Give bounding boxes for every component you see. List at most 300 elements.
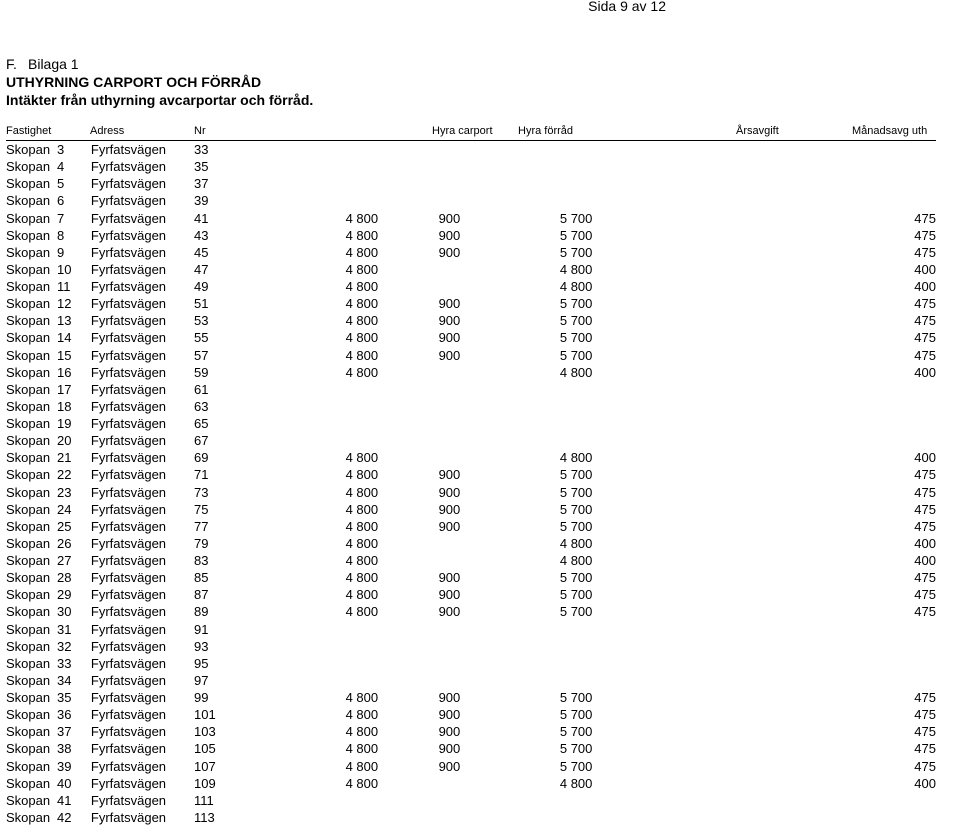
table-row xyxy=(6,449,946,466)
fastighet-name: Skopan xyxy=(6,724,51,740)
cell-nr: 93 xyxy=(193,638,209,654)
cell-hyra-carport xyxy=(346,158,439,175)
fastighet-number: 6 xyxy=(57,193,65,209)
cell-nr: 109 xyxy=(193,775,216,791)
cell-adress: Fyrfatsvägen xyxy=(90,364,167,380)
cell-fastighet xyxy=(6,672,91,689)
cell-manadsavg: 475 xyxy=(914,210,936,226)
cell-hyra-forrad: 900 xyxy=(438,244,461,260)
cell-manadsavg: 475 xyxy=(914,518,936,534)
cell-hyra-carport xyxy=(346,415,439,432)
cell-fastighet xyxy=(6,192,91,209)
cell-hyra-forrad xyxy=(439,415,560,432)
cell-nr: 101 xyxy=(193,707,216,723)
cell-hyra-carport: 4 800 xyxy=(345,484,379,500)
fastighet-name: Skopan xyxy=(6,535,51,551)
cell-fastighet xyxy=(6,244,91,261)
cell-hyra-forrad xyxy=(439,432,560,449)
fastighet-name: Skopan xyxy=(6,364,51,380)
fastighet-name: Skopan xyxy=(6,775,51,791)
cell-fastighet xyxy=(6,569,91,586)
cell-hyra-carport: 4 800 xyxy=(345,279,379,295)
cell-hyra-forrad: 900 xyxy=(438,587,461,603)
cell-manadsavg xyxy=(703,415,946,432)
cell-adress: Fyrfatsvägen xyxy=(90,261,167,277)
cell-hyra-carport: 4 800 xyxy=(345,535,379,551)
cell-arsavgift: 5 700 xyxy=(559,484,593,500)
cell-adress: Fyrfatsvägen xyxy=(90,398,167,414)
table-row xyxy=(6,192,946,209)
cell-adress: Fyrfatsvägen xyxy=(90,535,167,551)
cell-hyra-forrad: 900 xyxy=(438,741,461,757)
fastighet-name: Skopan xyxy=(6,518,51,534)
cell-hyra-forrad xyxy=(439,364,560,381)
cell-hyra-carport: 4 800 xyxy=(345,604,379,620)
fastighet-number: 8 xyxy=(57,227,65,243)
cell-nr: 91 xyxy=(193,621,209,637)
cell-nr: 107 xyxy=(193,758,216,774)
cell-hyra-carport: 4 800 xyxy=(345,570,379,586)
fastighet-name: Skopan xyxy=(6,398,51,414)
cell-arsavgift xyxy=(560,398,704,415)
document-subtitle: Intäkter från uthyrning avcarportar och förråd. xyxy=(6,92,314,108)
cell-arsavgift xyxy=(560,175,704,192)
cell-fastighet xyxy=(6,175,91,192)
cell-nr: 69 xyxy=(193,450,209,466)
cell-arsavgift xyxy=(560,141,704,158)
cell-fastighet xyxy=(6,603,91,620)
cell-hyra-carport: 4 800 xyxy=(345,724,379,740)
table-row xyxy=(6,278,946,295)
fastighet-name: Skopan xyxy=(6,313,51,329)
cell-nr: 83 xyxy=(193,553,209,569)
fastighet-number: 24 xyxy=(57,501,72,517)
table-row xyxy=(6,329,946,346)
cell-fastighet xyxy=(6,364,91,381)
cell-fastighet xyxy=(6,689,91,706)
cell-arsavgift xyxy=(560,809,704,826)
cell-hyra-forrad xyxy=(439,792,560,809)
cell-fastighet xyxy=(6,723,91,740)
cell-adress: Fyrfatsvägen xyxy=(90,775,167,791)
fastighet-number: 22 xyxy=(57,467,72,483)
fastighet-name: Skopan xyxy=(6,347,51,363)
cell-adress: Fyrfatsvägen xyxy=(90,553,167,569)
cell-arsavgift: 5 700 xyxy=(559,467,593,483)
fastighet-number: 3 xyxy=(57,142,65,158)
cell-hyra-carport: 4 800 xyxy=(345,501,379,517)
table-row xyxy=(6,398,946,415)
fastighet-number: 21 xyxy=(57,450,72,466)
fastighet-name: Skopan xyxy=(6,655,51,671)
cell-adress: Fyrfatsvägen xyxy=(90,604,167,620)
cell-hyra-carport: 4 800 xyxy=(345,244,379,260)
cell-hyra-carport: 4 800 xyxy=(345,296,379,312)
cell-arsavgift: 5 700 xyxy=(559,296,593,312)
cell-adress: Fyrfatsvägen xyxy=(90,279,167,295)
cell-hyra-carport: 4 800 xyxy=(345,690,379,706)
cell-hyra-carport xyxy=(346,672,439,689)
cell-nr: 99 xyxy=(193,690,209,706)
cell-fastighet xyxy=(6,740,91,757)
cell-manadsavg: 475 xyxy=(914,758,936,774)
cell-adress: Fyrfatsvägen xyxy=(90,809,167,825)
table-row xyxy=(6,638,946,655)
fastighet-number: 14 xyxy=(57,330,72,346)
fastighet-name: Skopan xyxy=(6,638,51,654)
cell-hyra-carport: 4 800 xyxy=(345,313,379,329)
fastighet-name: Skopan xyxy=(6,176,51,192)
cell-hyra-forrad xyxy=(439,381,560,398)
fastighet-number: 41 xyxy=(57,792,72,808)
cell-arsavgift: 5 700 xyxy=(559,690,593,706)
cell-nr: 113 xyxy=(193,809,215,825)
cell-nr: 85 xyxy=(193,570,209,586)
cell-arsavgift: 4 800 xyxy=(559,450,593,466)
cell-adress: Fyrfatsvägen xyxy=(90,570,167,586)
fastighet-number: 42 xyxy=(57,809,72,825)
fastighet-number: 30 xyxy=(57,604,72,620)
cell-nr: 45 xyxy=(193,244,209,260)
cell-manadsavg xyxy=(703,398,946,415)
fastighet-number: 39 xyxy=(57,758,72,774)
cell-adress: Fyrfatsvägen xyxy=(90,433,167,449)
col-header-hyra-forrad: Hyra förråd xyxy=(518,125,574,137)
cell-hyra-forrad xyxy=(439,638,560,655)
cell-arsavgift: 4 800 xyxy=(559,261,593,277)
cell-hyra-forrad xyxy=(439,552,560,569)
cell-hyra-forrad xyxy=(439,141,560,158)
cell-adress: Fyrfatsvägen xyxy=(90,724,167,740)
cell-hyra-carport xyxy=(346,175,439,192)
cell-hyra-carport: 4 800 xyxy=(345,775,379,791)
fastighet-name: Skopan xyxy=(6,467,51,483)
fastighet-number: 10 xyxy=(57,261,72,277)
cell-hyra-forrad xyxy=(439,398,560,415)
cell-hyra-carport: 4 800 xyxy=(345,587,379,603)
cell-hyra-forrad xyxy=(439,775,560,792)
fastighet-number: 33 xyxy=(57,655,72,671)
cell-adress: Fyrfatsvägen xyxy=(90,741,167,757)
cell-manadsavg xyxy=(703,192,946,209)
cell-manadsavg xyxy=(703,381,946,398)
cell-fastighet xyxy=(6,638,91,655)
cell-arsavgift: 5 700 xyxy=(559,741,593,757)
table-row xyxy=(6,569,946,586)
fastighet-number: 20 xyxy=(57,433,72,449)
table-row xyxy=(6,175,946,192)
table-row xyxy=(6,158,946,175)
section-label: F. xyxy=(6,56,17,72)
cell-arsavgift: 5 700 xyxy=(559,330,593,346)
table-row xyxy=(6,586,946,603)
fastighet-number: 18 xyxy=(57,398,72,414)
cell-arsavgift xyxy=(560,381,704,398)
cell-arsavgift: 5 700 xyxy=(559,518,593,534)
cell-manadsavg: 475 xyxy=(914,467,936,483)
cell-manadsavg: 400 xyxy=(914,553,936,569)
cell-adress: Fyrfatsvägen xyxy=(90,330,167,346)
cell-adress: Fyrfatsvägen xyxy=(90,501,167,517)
cell-nr: 55 xyxy=(193,330,209,346)
cell-arsavgift xyxy=(560,621,704,638)
cell-manadsavg: 400 xyxy=(914,535,936,551)
cell-adress: Fyrfatsvägen xyxy=(90,655,167,671)
cell-manadsavg: 475 xyxy=(914,690,936,706)
cell-hyra-carport: 4 800 xyxy=(345,347,379,363)
cell-adress: Fyrfatsvägen xyxy=(90,296,167,312)
cell-fastighet xyxy=(6,449,91,466)
cell-nr: 65 xyxy=(193,416,209,432)
cell-hyra-forrad: 900 xyxy=(438,604,461,620)
cell-hyra-forrad: 900 xyxy=(438,724,461,740)
table-row xyxy=(6,141,946,158)
fastighet-name: Skopan xyxy=(6,587,51,603)
cell-adress: Fyrfatsvägen xyxy=(90,381,167,397)
cell-fastighet xyxy=(6,329,91,346)
cell-hyra-forrad: 900 xyxy=(438,690,461,706)
cell-fastighet xyxy=(6,432,91,449)
cell-hyra-forrad: 900 xyxy=(438,347,461,363)
cell-fastighet xyxy=(6,261,91,278)
cell-hyra-forrad: 900 xyxy=(438,227,461,243)
fastighet-number: 17 xyxy=(57,381,72,397)
cell-nr: 57 xyxy=(193,347,209,363)
fastighet-name: Skopan xyxy=(6,296,51,312)
table-row xyxy=(6,364,946,381)
table-row xyxy=(6,501,946,518)
fastighet-number: 11 xyxy=(57,279,71,295)
cell-manadsavg: 475 xyxy=(914,741,936,757)
cell-hyra-forrad xyxy=(439,261,560,278)
fastighet-name: Skopan xyxy=(6,227,51,243)
cell-hyra-forrad: 900 xyxy=(438,707,461,723)
cell-arsavgift xyxy=(560,158,704,175)
cell-arsavgift: 5 700 xyxy=(559,758,593,774)
cell-nr: 67 xyxy=(193,433,209,449)
cell-nr: 61 xyxy=(193,381,209,397)
cell-fastighet xyxy=(6,655,91,672)
cell-hyra-carport: 4 800 xyxy=(345,467,379,483)
table-row xyxy=(6,792,946,809)
fastighet-number: 23 xyxy=(57,484,72,500)
cell-hyra-carport xyxy=(346,655,439,672)
cell-hyra-carport xyxy=(346,192,439,209)
cell-fastighet xyxy=(6,295,91,312)
cell-fastighet xyxy=(6,484,91,501)
cell-fastighet xyxy=(6,809,91,826)
cell-nr: 53 xyxy=(193,313,209,329)
cell-adress: Fyrfatsvägen xyxy=(90,313,167,329)
cell-fastighet xyxy=(6,775,91,792)
page-number: Sida 9 av 12 xyxy=(588,0,666,14)
cell-manadsavg xyxy=(703,809,946,826)
cell-arsavgift xyxy=(560,672,704,689)
cell-arsavgift xyxy=(560,792,704,809)
cell-hyra-carport: 4 800 xyxy=(345,518,379,534)
cell-adress: Fyrfatsvägen xyxy=(90,159,167,175)
table-row xyxy=(6,603,946,620)
fastighet-number: 19 xyxy=(57,416,72,432)
cell-adress: Fyrfatsvägen xyxy=(90,792,167,808)
cell-arsavgift xyxy=(560,415,704,432)
cell-hyra-carport: 4 800 xyxy=(345,261,379,277)
cell-fastighet xyxy=(6,758,91,775)
cell-manadsavg: 475 xyxy=(914,724,936,740)
rental-table xyxy=(6,141,946,826)
cell-fastighet xyxy=(6,706,91,723)
cell-hyra-carport: 4 800 xyxy=(345,741,379,757)
col-header-manadsavg: Månadsavg uth xyxy=(852,125,928,137)
fastighet-name: Skopan xyxy=(6,142,51,158)
cell-manadsavg xyxy=(703,175,946,192)
cell-arsavgift: 5 700 xyxy=(559,604,593,620)
cell-manadsavg: 400 xyxy=(914,364,936,380)
cell-hyra-forrad xyxy=(439,621,560,638)
table-row xyxy=(6,312,946,329)
cell-nr: 33 xyxy=(193,142,209,158)
cell-hyra-carport xyxy=(346,621,439,638)
cell-arsavgift: 4 800 xyxy=(559,364,593,380)
cell-fastighet xyxy=(6,381,91,398)
cell-manadsavg xyxy=(703,655,946,672)
fastighet-name: Skopan xyxy=(6,433,51,449)
cell-hyra-carport: 4 800 xyxy=(345,758,379,774)
table-row xyxy=(6,758,946,775)
cell-fastighet xyxy=(6,312,91,329)
fastighet-name: Skopan xyxy=(6,159,51,175)
fastighet-name: Skopan xyxy=(6,604,51,620)
cell-fastighet xyxy=(6,535,91,552)
cell-fastighet xyxy=(6,141,91,158)
cell-manadsavg: 475 xyxy=(914,707,936,723)
fastighet-name: Skopan xyxy=(6,261,51,277)
cell-arsavgift: 5 700 xyxy=(559,570,593,586)
cell-adress: Fyrfatsvägen xyxy=(90,193,167,209)
cell-hyra-forrad xyxy=(439,192,560,209)
table-row xyxy=(6,381,946,398)
cell-hyra-forrad: 900 xyxy=(438,330,461,346)
col-header-fastighet: Fastighet xyxy=(6,125,52,137)
cell-adress: Fyrfatsvägen xyxy=(90,416,167,432)
cell-hyra-carport xyxy=(346,432,439,449)
col-header-nr: Nr xyxy=(194,125,206,137)
fastighet-number: 27 xyxy=(57,553,72,569)
cell-manadsavg xyxy=(703,432,946,449)
cell-manadsavg: 475 xyxy=(914,347,936,363)
cell-hyra-forrad xyxy=(439,535,560,552)
fastighet-name: Skopan xyxy=(6,210,51,226)
col-header-arsavgift: Årsavgift xyxy=(736,125,779,137)
cell-fastighet xyxy=(6,347,91,364)
cell-arsavgift: 5 700 xyxy=(559,724,593,740)
cell-manadsavg: 400 xyxy=(914,775,936,791)
table-row xyxy=(6,295,946,312)
cell-hyra-carport xyxy=(346,638,439,655)
cell-arsavgift: 5 700 xyxy=(559,227,593,243)
cell-manadsavg: 475 xyxy=(914,227,936,243)
cell-hyra-carport xyxy=(346,792,439,809)
cell-manadsavg: 475 xyxy=(914,587,936,603)
table-row xyxy=(6,672,946,689)
cell-fastighet xyxy=(6,210,91,227)
cell-adress: Fyrfatsvägen xyxy=(90,707,167,723)
cell-adress: Fyrfatsvägen xyxy=(90,518,167,534)
fastighet-name: Skopan xyxy=(6,758,51,774)
cell-hyra-carport: 4 800 xyxy=(345,210,379,226)
cell-manadsavg xyxy=(703,672,946,689)
cell-arsavgift: 4 800 xyxy=(559,553,593,569)
cell-fastighet xyxy=(6,518,91,535)
fastighet-number: 28 xyxy=(57,570,72,586)
cell-adress: Fyrfatsvägen xyxy=(90,176,167,192)
cell-hyra-forrad xyxy=(439,809,560,826)
cell-nr: 111 xyxy=(193,792,214,808)
cell-hyra-carport xyxy=(346,381,439,398)
cell-hyra-carport: 4 800 xyxy=(345,330,379,346)
cell-adress: Fyrfatsvägen xyxy=(90,484,167,500)
fastighet-name: Skopan xyxy=(6,621,51,637)
cell-hyra-carport: 4 800 xyxy=(345,227,379,243)
cell-arsavgift: 5 700 xyxy=(559,347,593,363)
table-row xyxy=(6,244,946,261)
cell-hyra-forrad xyxy=(439,655,560,672)
table-row xyxy=(6,210,946,227)
table-row xyxy=(6,740,946,757)
table-row xyxy=(6,227,946,244)
cell-hyra-forrad: 900 xyxy=(438,484,461,500)
cell-adress: Fyrfatsvägen xyxy=(90,227,167,243)
cell-hyra-forrad: 900 xyxy=(438,313,461,329)
table-row xyxy=(6,655,946,672)
cell-nr: 71 xyxy=(193,467,209,483)
cell-nr: 41 xyxy=(193,210,209,226)
table-row xyxy=(6,261,946,278)
cell-hyra-carport xyxy=(346,141,439,158)
table-row xyxy=(6,723,946,740)
col-header-adress: Adress xyxy=(90,125,125,137)
cell-fastighet xyxy=(6,501,91,518)
cell-arsavgift: 5 700 xyxy=(559,210,593,226)
table-row xyxy=(6,552,946,569)
cell-manadsavg: 475 xyxy=(914,296,936,312)
cell-nr: 105 xyxy=(193,741,216,757)
fastighet-number: 26 xyxy=(57,535,72,551)
table-row xyxy=(6,621,946,638)
cell-nr: 43 xyxy=(193,227,209,243)
cell-nr: 89 xyxy=(193,604,209,620)
table-body xyxy=(6,141,946,826)
col-header-hyra-carport: Hyra carport xyxy=(432,125,493,137)
cell-adress: Fyrfatsvägen xyxy=(90,244,167,260)
cell-hyra-forrad: 900 xyxy=(438,296,461,312)
cell-nr: 47 xyxy=(193,261,209,277)
cell-nr: 75 xyxy=(193,501,209,517)
table-row xyxy=(6,775,946,792)
cell-fastighet xyxy=(6,158,91,175)
table-row xyxy=(6,518,946,535)
fastighet-number: 4 xyxy=(57,159,65,175)
cell-fastighet xyxy=(6,792,91,809)
cell-nr: 79 xyxy=(193,535,209,551)
cell-nr: 59 xyxy=(193,364,209,380)
cell-nr: 87 xyxy=(193,587,209,603)
table-row xyxy=(6,466,946,483)
cell-manadsavg xyxy=(703,792,946,809)
fastighet-name: Skopan xyxy=(6,193,51,209)
fastighet-number: 9 xyxy=(57,244,65,260)
cell-nr: 95 xyxy=(193,655,209,671)
